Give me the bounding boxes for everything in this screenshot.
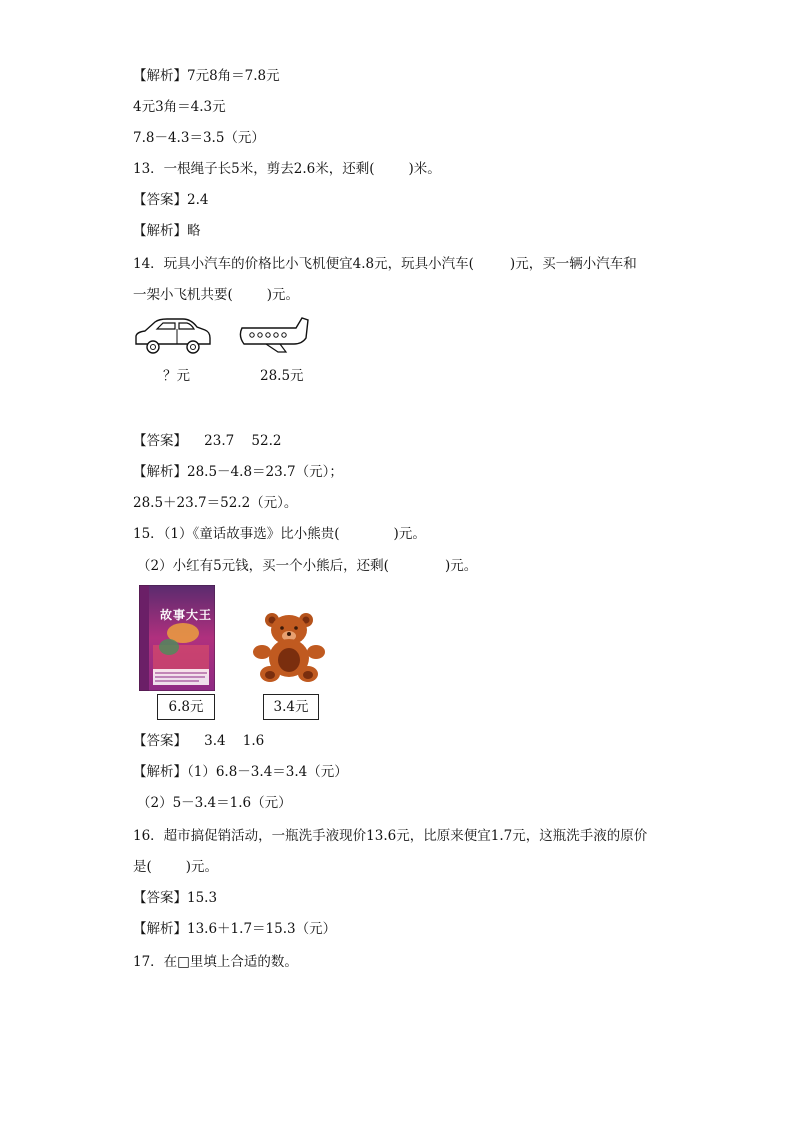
answer-13: 【答案】2.4 <box>133 192 209 208</box>
teddy-bear-icon <box>250 610 328 684</box>
book-title: 故事大王 <box>160 608 213 622</box>
question-text: )元。 <box>393 526 426 542</box>
plane-price-label: 28.5元 <box>260 368 304 384</box>
answer-14: 【答案】 23.7 52.2 <box>133 433 282 449</box>
calc-line: 28.5＋23.7＝52.2（元）。 <box>133 495 298 511</box>
question-text: )元。 <box>266 287 300 303</box>
question-text: )元，买一辆小汽车和 <box>509 256 637 272</box>
question-text: 一架小飞机共要( <box>133 287 233 303</box>
analysis-16: 【解析】13.6＋1.7＝15.3（元） <box>133 921 337 937</box>
question-17: 17．在□里填上合适的数。 <box>133 954 298 970</box>
question-15 <box>133 525 426 543</box>
question-16-cont <box>133 858 218 876</box>
question-text: 13．一根绳子长5米，剪去2.6米，还剩( <box>133 161 375 177</box>
question-text: 14．玩具小汽车的价格比小飞机便宜4.8元，玩具小汽车( <box>133 256 474 272</box>
question-text: 15．（1）《童话故事选》比小熊贵( <box>133 526 340 542</box>
analysis-15: 【解析】（1）6.8－3.4＝3.4（元） <box>133 764 348 780</box>
calc-line: 4元3角＝4.3元 <box>133 99 226 115</box>
question-text: 是( <box>133 859 152 875</box>
question-text: )元。 <box>444 558 478 574</box>
question-14 <box>133 255 637 273</box>
car-price-label: ？元 <box>163 368 190 384</box>
airplane-outline-icon <box>236 314 312 354</box>
question-13 <box>133 160 441 178</box>
question-14-cont <box>133 286 299 304</box>
question-text: （2）小红有5元钱，买一个小熊后，还剩( <box>137 558 389 574</box>
storybook-cover-image <box>139 585 215 691</box>
answer-15: 【答案】 3.4 1.6 <box>133 733 265 749</box>
question-text: )米。 <box>408 161 441 177</box>
answer-16: 【答案】15.3 <box>133 890 218 906</box>
analysis-13: 【解析】略 <box>133 223 201 239</box>
question-15-part2 <box>137 557 477 575</box>
question-text: )元。 <box>185 859 219 875</box>
car-outline-icon <box>133 314 213 358</box>
question-16: 16．超市搞促销活动，一瓶洗手液现价13.6元，比原来便宜1.7元，这瓶洗手液的原价 <box>133 828 648 844</box>
analysis-14: 【解析】28.5－4.8＝23.7（元）； <box>133 464 343 480</box>
calc-line: （2）5－3.4＝1.6（元） <box>137 795 292 811</box>
book-price-box: 6.8元 <box>157 694 215 720</box>
calc-line: 7.8－4.3＝3.5（元） <box>133 130 265 146</box>
bear-price-box: 3.4元 <box>263 694 319 720</box>
analysis-line: 【解析】7元8角＝7.8元 <box>133 68 280 84</box>
